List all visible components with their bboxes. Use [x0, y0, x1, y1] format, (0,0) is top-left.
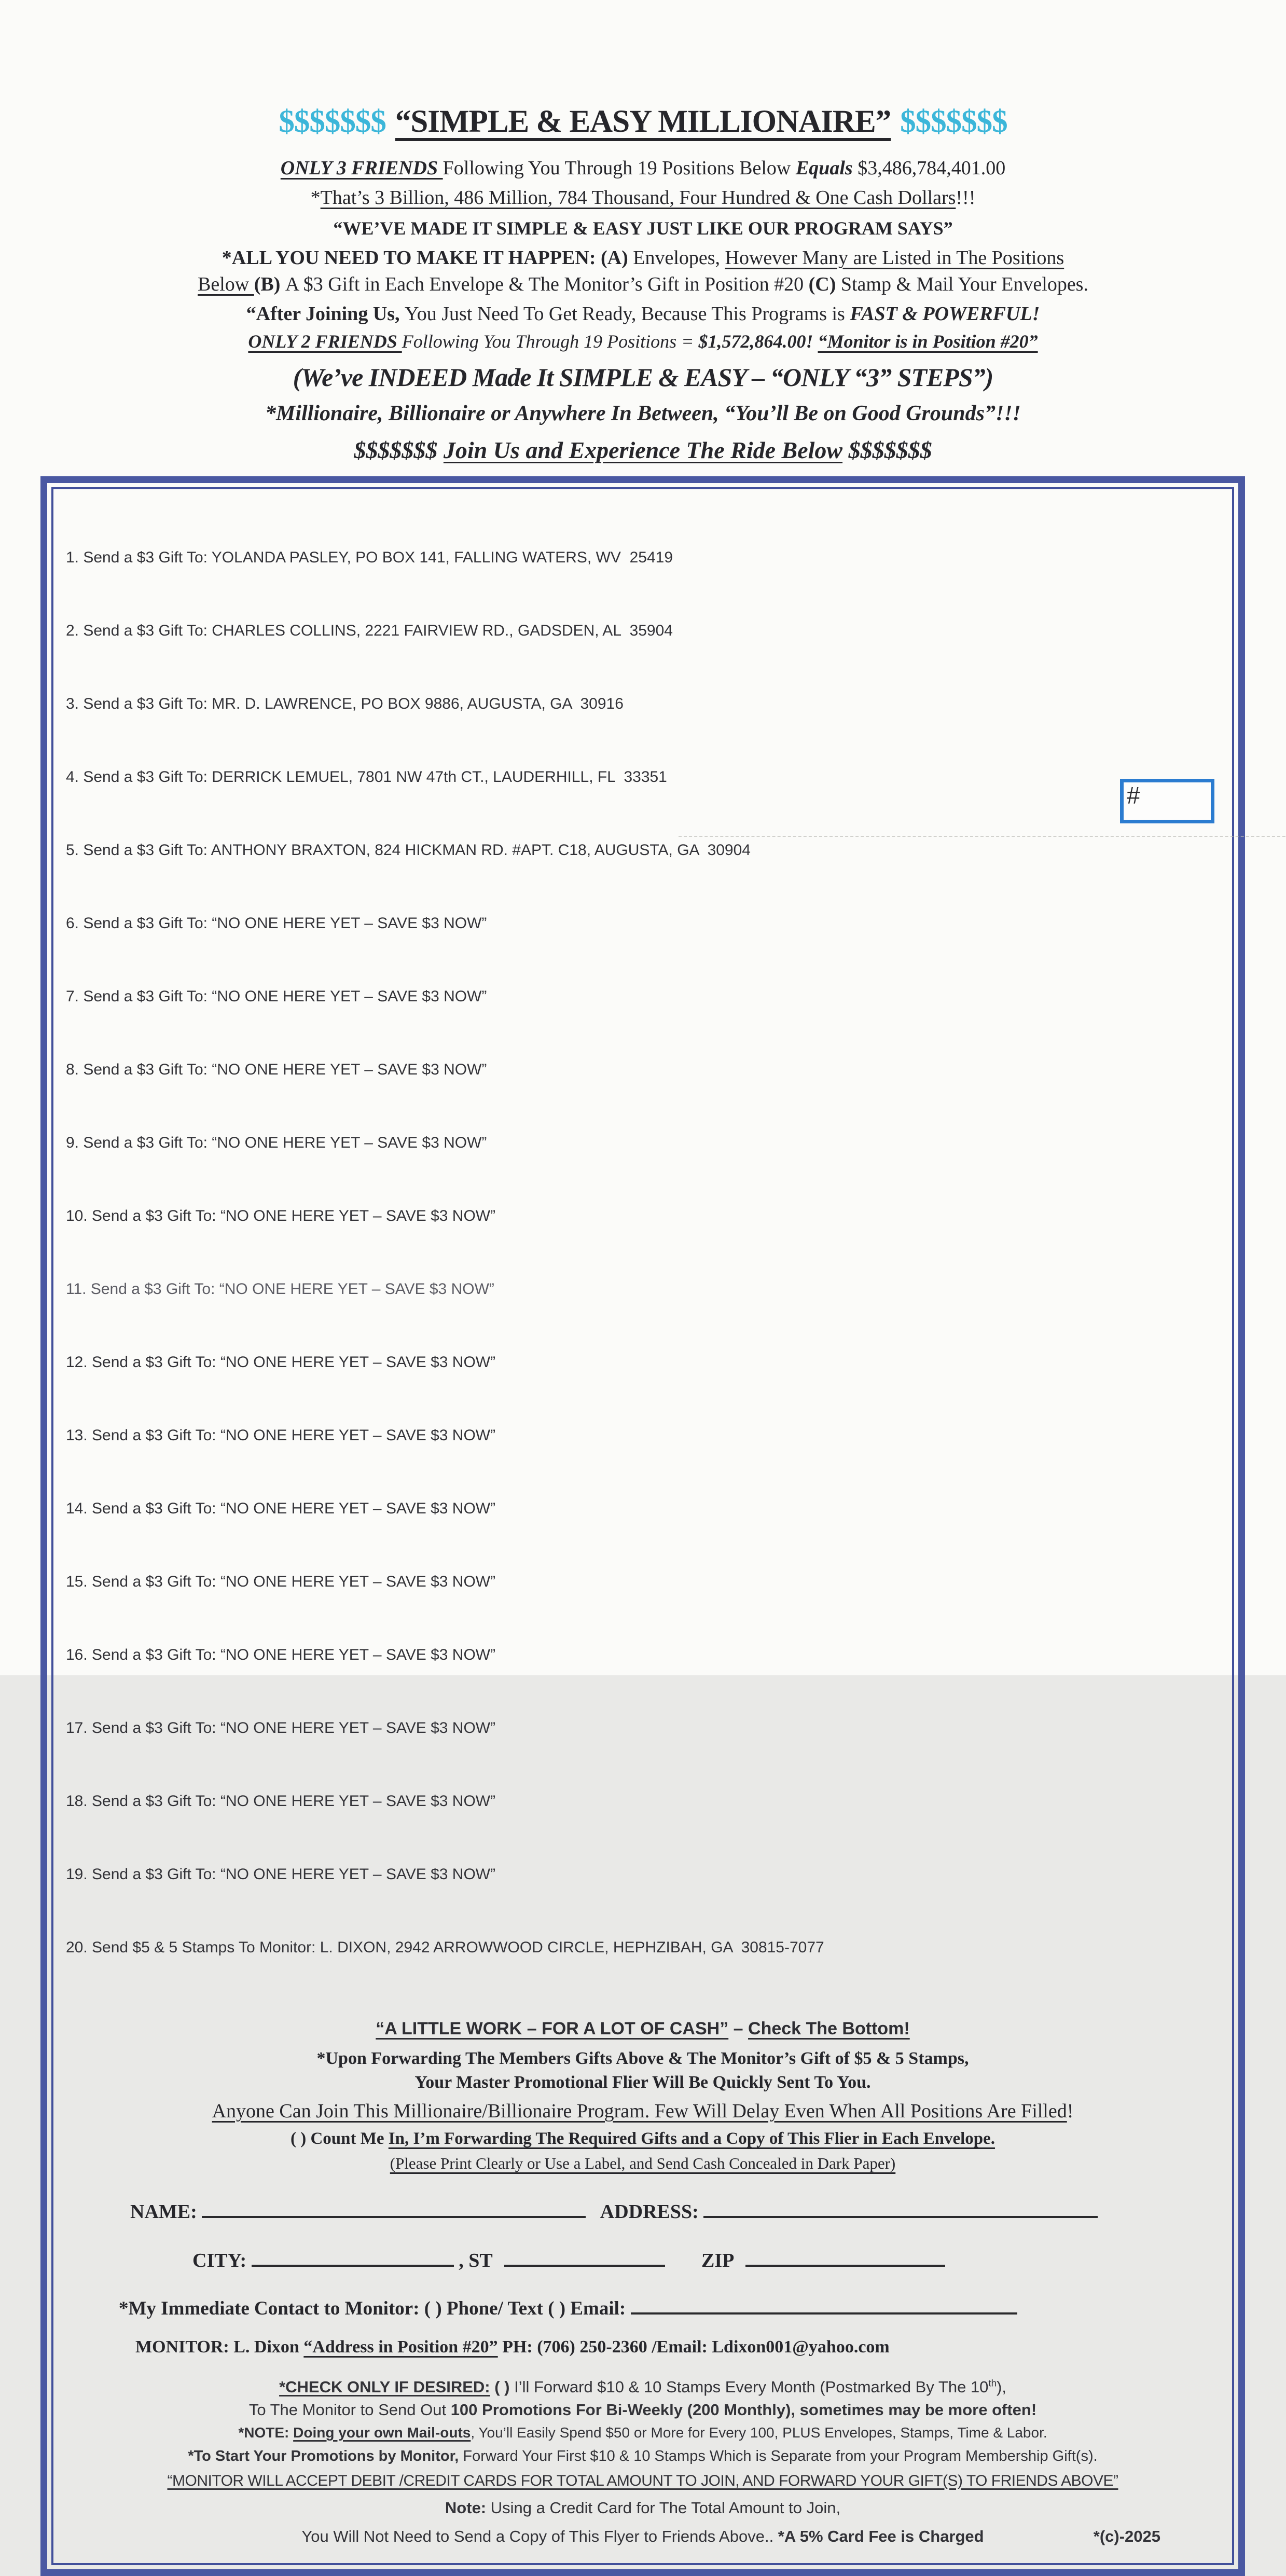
cash-heading: “A LITTLE WORK – FOR A LOT OF CASH” – Check The Bottom!: [376, 2018, 910, 2038]
position-number-box: [1120, 779, 1214, 823]
header-line-indeed-simple-easy: (We’ve INDEED Made It SIMPLE & EASY – “ONLY “3” STEPS”): [293, 363, 993, 392]
gift-list-item: 13. Send a $3 Gift To: “NO ONE HERE YET – SAVE $3 NOW”: [66, 1426, 496, 1444]
upon-forwarding-line-1: *Upon Forwarding The Members Gifts Above & The Monitor’s Gift of $5 & 5 Stamps,: [316, 2048, 969, 2068]
name-label: NAME:: [130, 2200, 197, 2223]
gift-list: [63, 497, 1223, 2008]
city-blank-line: [252, 2247, 454, 2267]
page-title: $$$$$$$ “SIMPLE & EASY MILLIONAIRE” $$$$$$$: [279, 104, 1007, 139]
address-blank-line: [703, 2198, 1098, 2218]
upon-forwarding-line-2: Your Master Promotional Flier Will Be Quickly Sent To You.: [414, 2072, 871, 2092]
final-line-text: You Will Not Need to Send a Copy of This Flyer to Friends Above.. *A 5% Card Fee is Charged: [301, 2527, 984, 2545]
hash-symbol: #: [1127, 781, 1140, 809]
email-blank-line: [631, 2295, 1017, 2315]
gift-list-item: 6. Send a $3 Gift To: “NO ONE HERE YET – SAVE $3 NOW”: [66, 914, 487, 932]
gift-list-item: 14. Send a $3 Gift To: “NO ONE HERE YET – SAVE $3 NOW”: [66, 1499, 496, 1517]
copyright-label: *(c)-2025: [1093, 2527, 1160, 2545]
zip-label: ZIP: [701, 2249, 734, 2271]
gift-list-item: 11. Send a $3 Gift To: “NO ONE HERE YET – SAVE $3 NOW”: [66, 1280, 494, 1298]
zip-blank-line: [745, 2247, 945, 2267]
city-st-zip-row: [63, 2247, 1223, 2274]
gift-list-item: 17. Send a $3 Gift To: “NO ONE HERE YET – SAVE $3 NOW”: [66, 1719, 496, 1737]
count-me-in-line: ( ) Count Me In, I’m Forwarding The Required Gifts and a Copy of This Flier in Each Envelope.: [290, 2129, 995, 2148]
gift-list-item: 15. Send a $3 Gift To: “NO ONE HERE YET – SAVE $3 NOW”: [66, 1573, 496, 1590]
bottom-terms: [63, 2375, 1223, 2547]
gift-list-item: 9. Send a $3 Gift To: “NO ONE HERE YET – SAVE $3 NOW”: [66, 1134, 487, 1151]
gift-list-item: 10. Send a $3 Gift To: “NO ONE HERE YET – SAVE $3 NOW”: [66, 1207, 496, 1224]
header-line-all-you-need-1: *ALL YOU NEED TO MAKE IT HAPPEN: (A) Envelopes, However Many are Listed in The Positions: [222, 247, 1064, 269]
please-print-line: (Please Print Clearly or Use a Label, and Send Cash Concealed in Dark Paper): [390, 2154, 896, 2172]
check-only-if-desired-line: *CHECK ONLY IF DESIRED: ( ) I’ll Forward $10 & 10 Stamps Every Month (Postmarked By The 10th),: [279, 2377, 1006, 2396]
contact-label: *My Immediate Contact to Monitor: ( ) Phone/ Text ( ) Email:: [119, 2297, 631, 2319]
gift-list-item: 2. Send a $3 Gift To: CHARLES COLLINS, 2221 FAIRVIEW RD., GADSDEN, AL 35904: [66, 622, 673, 639]
gift-list-item: 4. Send a $3 Gift To: DERRICK LEMUEL, 7801 NW 47th CT., LAUDERHILL, FL 33351: [66, 768, 667, 786]
header-line-only-3-friends: ONLY 3 FRIENDS Following You Through 19 Positions Below Equals $3,486,784,401.00: [280, 157, 1006, 180]
gift-positions-box: [40, 476, 1245, 2576]
header-line-weve-made-it: “WE’VE MADE IT SIMPLE & EASY JUST LIKE OUR PROGRAM SAYS”: [333, 218, 953, 239]
monitor-row: MONITOR: L. Dixon “Address in Position #20” PH: (706) 250-2360 /Email: Ldixon001@yahoo.com: [135, 2337, 890, 2357]
header-line-join-us: $$$$$$$ Join Us and Experience The Ride Below $$$$$$$: [354, 437, 932, 464]
address-label: ADDRESS:: [600, 2200, 699, 2223]
credit-card-note-line: Note: Using a Credit Card for The Total Amount to Join,: [445, 2498, 841, 2517]
accept-cards-line: “MONITOR WILL ACCEPT DEBIT /CREDIT CARDS FOR TOTAL AMOUNT TO JOIN, AND FORWARD YOUR GIFT(S) TO FRIENDS ABOVE”: [167, 2472, 1118, 2489]
gift-list-item: 7. Send a $3 Gift To: “NO ONE HERE YET – SAVE $3 NOW”: [66, 987, 487, 1005]
header-line-millionaire-billionaire: *Millionaire, Billionaire or Anywhere In Between, “You’ll Be on Good Grounds”!!!: [265, 402, 1021, 426]
to-start-promotions-line: *To Start Your Promotions by Monitor, Forward Your First $10 & 10 Stamps Which is Separate from your Program Membership Gift(s).: [188, 2447, 1098, 2464]
gift-list-item: 5. Send a $3 Gift To: ANTHONY BRAXTON, 824 HICKMAN RD. #APT. C18, AUGUSTA, GA 30904: [66, 841, 751, 859]
header-line-thats-3-billion: *That’s 3 Billion, 486 Million, 784 Thousand, Four Hundred & One Cash Dollars!!!: [310, 186, 976, 209]
gift-list-item: 8. Send a $3 Gift To: “NO ONE HERE YET – SAVE $3 NOW”: [66, 1060, 487, 1078]
gift-positions-box-inner: [51, 487, 1234, 2565]
to-the-monitor-line: To The Monitor to Send Out 100 Promotions For Bi-Weekly (200 Monthly), sometimes may be more often!: [248, 2400, 1037, 2419]
anyone-can-join-line: Anyone Can Join This Millionaire/Billionaire Program. Few Will Delay Even When All Positions Are Filled!: [212, 2100, 1074, 2122]
final-line: [63, 2526, 1223, 2547]
gift-list-item: 1. Send a $3 Gift To: YOLANDA PASLEY, PO BOX 141, FALLING WATERS, WV 25419: [66, 548, 673, 566]
gift-list-item: 18. Send a $3 Gift To: “NO ONE HERE YET – SAVE $3 NOW”: [66, 1792, 496, 1810]
gift-list-item: 20. Send $5 & 5 Stamps To Monitor: L. DIXON, 2942 ARROWWOOD CIRCLE, HEPHZIBAH, GA 30815-7077: [66, 1938, 824, 1956]
gift-list-item: 3. Send a $3 Gift To: MR. D. LAWRENCE, PO BOX 9886, AUGUSTA, GA 30916: [66, 695, 624, 712]
name-address-row: [63, 2198, 1223, 2225]
header-line-all-you-need-2: Below (B) A $3 Gift in Each Envelope & The Monitor’s Gift in Position #20 (C) Stamp & Mail Your Envelopes.: [198, 273, 1088, 296]
gift-list-item: 19. Send a $3 Gift To: “NO ONE HERE YET – SAVE $3 NOW”: [66, 1865, 496, 1883]
gift-list-item: 16. Send a $3 Gift To: “NO ONE HERE YET – SAVE $3 NOW”: [66, 1646, 496, 1663]
scan-artifact-line: [679, 836, 1285, 837]
st-label: , ST: [459, 2249, 492, 2271]
contact-row: [63, 2295, 1223, 2322]
header: [0, 0, 1286, 466]
city-label: CITY:: [192, 2249, 247, 2271]
gift-list-item: 12. Send a $3 Gift To: “NO ONE HERE YET – SAVE $3 NOW”: [66, 1353, 496, 1371]
header-line-only-2-friends: ONLY 2 FRIENDS Following You Through 19 Positions = $1,572,864.00! “Monitor is in Position #20”: [248, 331, 1038, 352]
note-mailouts-line: *NOTE: Doing your own Mail-outs, You’ll Easily Spend $50 or More for Every 100, PLUS Envelopes, Stamps, Time & Labor.: [238, 2424, 1047, 2441]
st-blank-line: [504, 2247, 665, 2267]
name-blank-line: [202, 2198, 586, 2218]
header-line-after-joining: “After Joining Us, You Just Need To Get Ready, Because This Programs is FAST & POWERFUL!: [246, 302, 1040, 325]
